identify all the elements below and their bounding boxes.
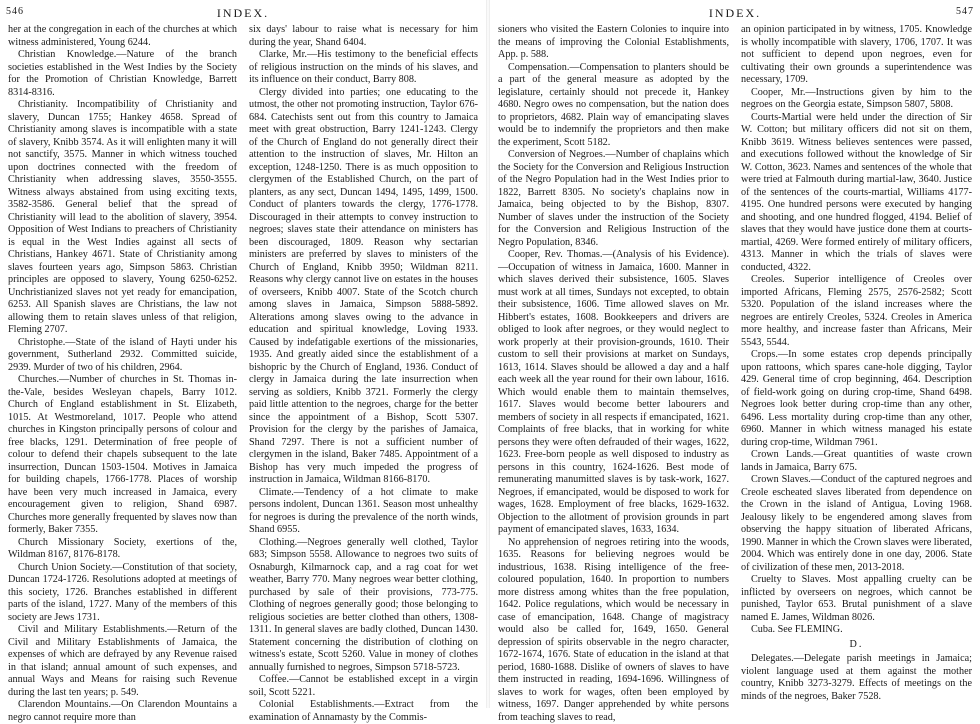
index-entry: Christian Knowledge.—Nature of the branch societies established in the West Indies by the Society for the Promotion of Christian Knowledge, Barrett 8314-8316.: [8, 49, 237, 99]
left-column-1: [8, 24, 237, 704]
index-entry: Climate.—Tendency of a hot climate to make persons indolent, Duncan 1361. Season most unhealthy for negroes is during the prevalence of the north winds, Shand 6955.: [249, 487, 478, 537]
index-entry: Christianity. Incompatibility of Christianity and slavery, Duncan 1755; Hankey 4658. Spread of Christianity among slaves is incompatible with a state of slavery, Knibb 3574. As it will enlighten many it will not sanctify, 3575. Manner in which witness touched upon doctrines connected with the freedom of Christianity when addressing slaves, 3550-3555. Witness always abstained from using exciting texts, 3582-3586. General belief that the spread of Christianity will lead to the abolition of slavery, 3954. Opposition of West Indians to preachers of Christianity is equal in the West Indies against all sects of Christians, Hankey 4671. State of Christianity among slaves fourteen years ago, Simpson 5863. Christian principles are opposed to slavery, Young 6250-6252. Unchristianized slaves not yet ready for emancipation, 6253. All Spanish slaves are Christians, the law not allowing them to retain slaves unless of that religion, Fleming 2707.: [8, 99, 237, 337]
index-entry: Crown Slaves.—Conduct of the captured negroes and Creole escheated slaves liberated from dependence on the Crown in the island of Antigua, Loving 1968. Jealousy likely to be engendered among slaves from observing the happy situation of liberated Africans, 1990. Manner in which the Crown slaves were liberated, 2004. Which was entirely done in one day, 2006. State of civilization of these men, 2013-2018.: [741, 474, 972, 574]
index-entry: her at the congregation in each of the churches at which witness administered, Young 6244.: [8, 24, 237, 49]
right-page: [490, 0, 980, 708]
index-entry: Cruelty to Slaves. Most appalling cruelty can be inflicted by overseers on negroes, which cannot be punished, Taylor 653. Brutal punishment of a slave named E. James, Wildman 8026.: [741, 574, 972, 624]
left-page-title: INDEX.: [0, 6, 486, 21]
section-letter: D.: [741, 639, 972, 652]
index-entry: Clothing.—Negroes generally well clothed, Taylor 683; Simpson 5558. Allowance to negroes two suits of Osnaburgh, Kilmarnock cap, and a rag coat for wet weather, Barry 770. Many negroes wear better clothing, purchased by sale of their provisions, 773-775. Clothing of negroes generally good; those belonging to religious societies are better clothed than others, 1308-1311. In general slaves are badly clothed, Duncan 1430. Statement concerning the distribution of clothing on witness's estate, Scott 5260. Value in money of clothes annually furnished to negroes, Simpson 5718-5723.: [249, 537, 478, 675]
left-page-number: 546: [6, 6, 24, 17]
index-entry: Courts-Martial were held under the direction of Sir W. Cotton; but military officers did not sit on them, Knibb 3619. Witness believes sentences were passed, and executions followed without the knowledge of Sir W. Cotton, 3623. Names and sentences of the whole that were tried at Falmouth during martial-law, 3640. Justice of the sentences of the courts-martial, Williams 4177-4195. One hundred persons were executed by hanging and shooting, and one hundred flogged, 4194. Belief of slaves that they would have justice done them at courts-martial, 4269. Were formed entirely of military officers, 4313. Manner in which the trials of slaves were conducted, 4322.: [741, 112, 972, 275]
index-entry: six days' labour to raise what is necessary for him during the year, Shand 6404.: [249, 24, 478, 49]
left-column-2: [249, 24, 478, 704]
index-entry: Creoles. Superior intelligence of Creoles over imported Africans, Fleming 2575, 2576-2582; Scott 5320. Population of the island increases where the negroes are entirely Creoles, 5324. Creoles in America more healthy, and increase faster than Africans, Meir 5543, 5544.: [741, 274, 972, 349]
index-entry: Crown Lands.—Great quantities of waste crown lands in Jamaica, Barry 675.: [741, 449, 972, 474]
index-entry: Delegates.—Delegate parish meetings in Jamaica; violent language used at them against the mother country, Knibb 3273-3279. Effects of meetings on the minds of the negroes, Baker 7528.: [741, 653, 972, 703]
index-entry: Cooper, Rev. Thomas.—(Analysis of his Evidence).—Occupation of witness in Jamaica, 1600. Manner in which slaves derived their subsistence, 1605. Slaves must work at all times, Sundays not excepted, to obtain their subsistence, 1606. Time allowed slaves on Mr. Hibbert's estates, 1608. Bookkeepers and drivers are obliged to look after negroes, or they would neglect to work properly at their provision-grounds, 1610. Their custom to sell their provisions at market on Sundays, 1613, 1614. Slaves should be allowed a day and a half each week all the year round for their own labour, 1616. Which would enable them to maintain themselves, 1617. Slaves would become better labourers and members of society in all respects if emancipated, 1621. Complaints of free blacks, that in working for white persons they were often defrauded of their wages, 1622, 1623. Free-born people as well disposed to industry as persons in this country, 1624-1626. Best mode of remunerating manumitted slaves is by task-work, 1627. Negroes, if emancipated, would be disposed to work for wages, 1628. Employment of free blacks, 1629-1632. Objection to the allotment of provision grounds in part payment of emancipated slaves, 1633, 1634.: [498, 249, 729, 537]
index-entry: Church Missionary Society, exertions of the, Wildman 8167, 8176-8178.: [8, 537, 237, 562]
index-entry: Church Union Society.—Constitution of that society, Duncan 1724-1726. Resolutions adopted at meetings of this society, 1726. Branches established in different parts of the island, 1727. Many of the members of this society are Jews 1731.: [8, 562, 237, 625]
left-running-head: [0, 0, 486, 22]
index-entry: Clarke, Mr.—His testimony to the beneficial effects of religious instruction on the minds of his slaves, and its influence on their conduct, Barry 808.: [249, 49, 478, 87]
right-page-title: INDEX.: [490, 6, 980, 21]
right-column-2: [741, 24, 972, 704]
index-entry: Civil and Military Establishments.—Return of the Civil and Military Establishments of Jamaica, the expenses of which are defrayed by any Revenue raised in that island; annual amount of such expenses, and annual Ways and Means for raising such Revenue during the last ten years; p. 549.: [8, 624, 237, 699]
index-entry: Coffee.—Cannot be established except in a virgin soil, Scott 5221.: [249, 674, 478, 699]
index-entry: No apprehension of negroes retiring into the woods, 1635. Reasons for believing negroes would be industrious, 1638. Rising intelligence of the free-coloured population, 1640. In proportion to numbers more distress among whites than the free population, 1642. Police regulations, which would be necessary in case of emancipation, 1648. Change of magistracy would also be called for, 1649, 1650. General depression of spirits observable in the negro character, 1672-1674, 1676. State of education in the island at that period, 1680-1688. Dislike of owners of slaves to have them instructed in reading, 1694-1696. Willingness of slaves to work for wages, often been employed by witness, 1697. Danger apprehended by white persons from teaching slaves to read,: [498, 537, 729, 724]
right-running-head: [490, 0, 980, 22]
left-page: [0, 0, 486, 708]
index-entry: an opinion participated in by witness, 1705. Knowledge is wholly incompatible with slavery, 1706, 1707. It was not sufficient to depend upon negroes, even for cultivating their own grounds a superintendence was necessary, 1709.: [741, 24, 972, 87]
index-entry: Compensation.—Compensation to planters should be a part of the general measure as adopted by the legislature, certainly should not precede it, Hankey 4680. Negro owes no compensation, but the nation does to proprietors, 4682. Plain way of emancipating slaves would be to indemnify the proprietors and then make the experiment, Scott 5182.: [498, 62, 729, 150]
index-entry: Crops.—In some estates crop depends principally upon rattoons, which spares cane-hole digging, Taylor 429. General time of crop beginning, 464. Description of field-work going on during crop-time, Shand 6498. Negroes look better during crop-time than any other, 6496. Less mortality during crop-time than any other, 6960. Manner in which witness managed his estate during crop-time, Wildman 7961.: [741, 349, 972, 449]
index-entry: Cooper, Mr.—Instructions given by him to the negroes on the Georgia estate, Simpson 5807, 5808.: [741, 87, 972, 112]
index-entry: Colonial Establishments.—Extract from the examination of Annamasty by the Commis-: [249, 699, 478, 724]
index-entry: Churches.—Number of churches in St. Thomas in-the-Vale, besides Wesleyan chapels, Barry 1012. Church of England establishment in St. Elizabeth, 1015. At Westmoreland, 1017. People who attend churches in Kingston principally persons of colour and free blacks, 1291. Determination of free people of colour to defend their chapels subsequent to the late insurrection, Duncan 1503-1504. Motives in Jamaica for building chapels, 1766-1778. Places of worship have been very much increased in Jamaica, every encouragement given to religion, Shand 6987. Churches more generally frequented by slaves now than formerly, Baker 7355.: [8, 374, 237, 537]
index-entry: Clergy divided into parties; one educating to the utmost, the other not promoting instruction, Taylor 676-684. Catechists sent out from this country to Jamaica meet with great obstruction, Barry 1241-1243. Clergy of the Church of England do not generally direct their attention to the instruction of slaves, Mr. Hilton an exception, 1248-1250. There is as much opposition to clergymen of the Established Church, on the part of planters, as any sect, Duncan 1494, 1495, 1499, 1500. Conduct of planters towards the clergy, 1776-1778. Discouraged in their attempts to convey instruction to negroes; slaves state their attendance on ministers has been discouraged, 1809. Reason why sectarian ministers are preferred by slaves to ministers of the Church of England, Knibb 3950; Wildman 8211. Reasons why clergy cannot live on estates in the houses of overseers, Knibb 4007. State of the Scotch church among slaves in Jamaica, Simpson 5888-5892. Alterations among slaves owing to the advance in education and spiritual knowledge, Loving 1933. Caused by indefatigable exertions of the missionaries, 1935. And greatly aided since the establishment of a bishopric by the Church of England, 1936. Conduct of clergy in Jamaica during the late insurrection when serving as soldiers, Knibb 3721. Formerly the clergy paid little attention to the negroes, charge for the better since the appointment of a Bishop, Scott 5307. Provision for the clergy by the parishes of Jamaica, Shand 7297. There is not a sufficient number of clergymen in the island, Baker 7485. Appointment of a Bishop has very much impeded the progress of instruction in Jamaica, Wildman 8166-8170.: [249, 87, 478, 487]
right-column-1: [498, 24, 729, 704]
right-page-number: 547: [956, 6, 974, 17]
index-entry: Cuba. See FLEMING.: [741, 624, 972, 637]
index-entry: Christophe.—State of the island of Hayti under his government, Sutherland 2932. Committed suicide, 2939. Murder of two of his children, 2964.: [8, 337, 237, 375]
index-entry: Conversion of Negroes.—Number of chaplains which the Society for the Conversion and Religious Instruction of the Negro Population had in the West Indies prior to 1822, Barrett 8305. No society's chaplains now in Jamaica, being objected to by the Bishop, 8307. Number of slaves under the instruction of the Society for the Conversion and Religious Instruction of the Negro Population, 8346.: [498, 149, 729, 249]
index-entry: sioners who visited the Eastern Colonies to inquire into the means of improving the Colonial Establishments, App. p. 588.: [498, 24, 729, 62]
index-entry: Clarendon Mountains.—On Clarendon Mountains a negro cannot require more than: [8, 699, 237, 724]
